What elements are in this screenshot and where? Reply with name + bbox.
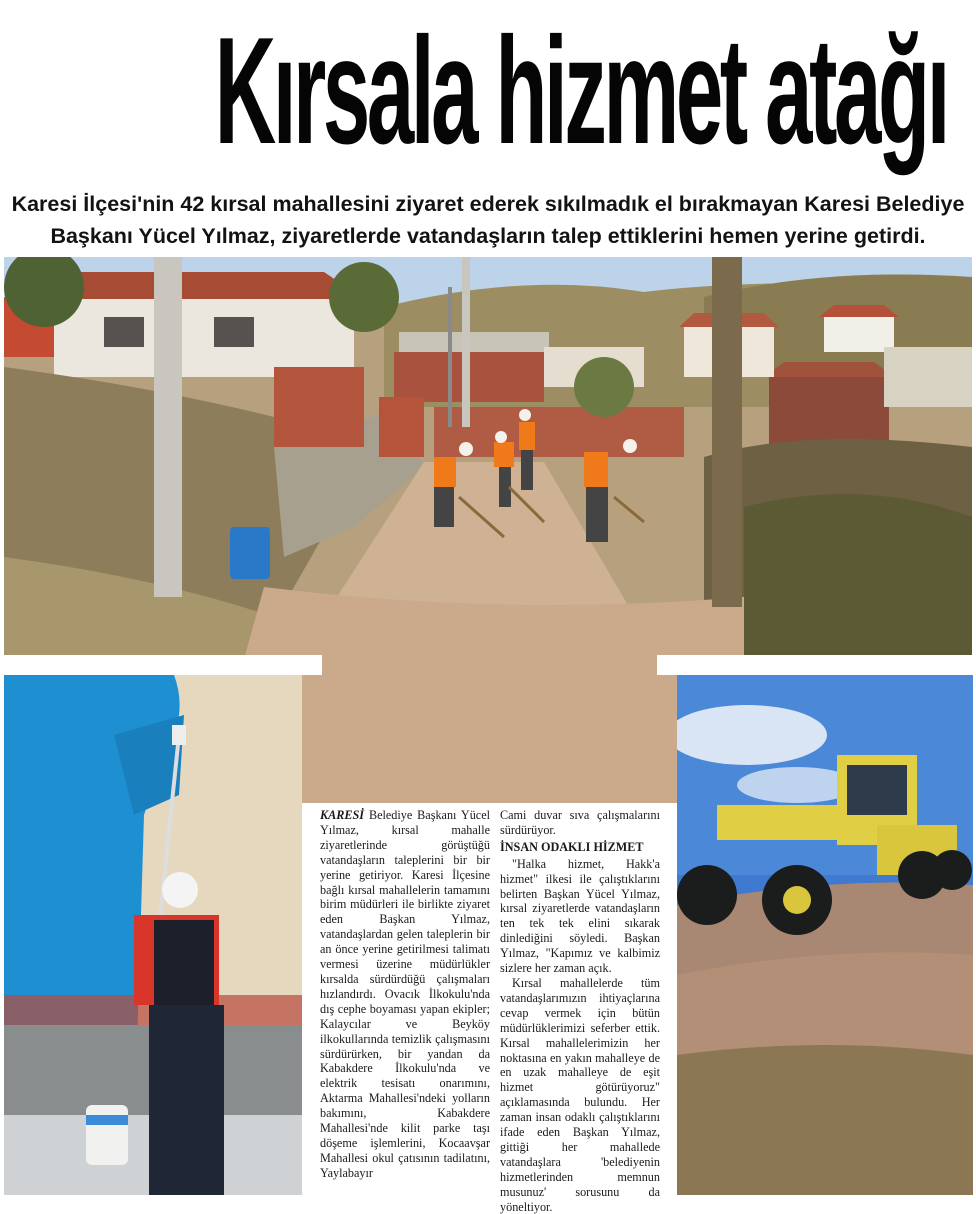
deck: Karesi İlçesi'nin 42 kırsal mahallesini ziyaret ederek sıkılmadık el bırakmayan Karesi Belediye Başkanı Yücel Yılmaz, ziyaretlerde vatandaşların talep ettiklerini hemen yerine getirdi. <box>11 192 965 248</box>
subheading: İNSAN ODAKLI HİZMET <box>500 839 644 854</box>
lead-word: KARESİ <box>320 808 365 822</box>
article-paragraph-1 <box>320 808 490 1181</box>
article-body-1: Belediye Başkanı Yücel Yılmaz, kırsal mahalle ziyaretlerinde görüştüğü vatandaşların taleplerini bir bir yerine getiriyor. Karesi İlçesine bağlı kırsal mahallelerin tamamını birim müdürleri ile birlikte ziyaret eden Başkan Yılmaz, vatandaşlardan gelen taleplerin bir an önce yerine getirilmesi talimatı vermesi üzerine müdürlükler kırsalda sürdürdüğü çalışmaları hızlandırdı. Ovacık İlkokulu'nda dış cephe boyaması yapan ekipler; Kalaycılar ve Beyköy ilkokullarında temizlik çalışmasını sürdürürken, bir yandan da Kabakdere İlkokulu'nda ve elektrik tesisatı onarımını, Aktarma Mahallesi'ndeki yolların bakımını, Kabakdere Mahallesi'nde kilit parke taşı döşeme işlemlerini, Kocaavşar Mahallesi okul çatısının tadilatını, Yaylabayır <box>320 808 490 1180</box>
article-paragraph-2: "Halka hizmet, Hakk'a hizmet" ilkesi ile çalıştıklarını belirten Başkan Yücel Yılmaz, kırsal ziyaretlerde vatandaşların ten tek tek elini sıkarak dinlediğini söyledi. Başkan Yılmaz, "Kapımız ve kalbimiz sizlere her zaman açık. <box>500 856 660 976</box>
photo-wall-painting <box>4 675 302 1195</box>
photo-road-grader <box>677 675 973 1195</box>
photo-gap-right <box>657 655 976 675</box>
article-continuation: Cami duvar sıva çalışmalarını sürdürüyor. <box>500 808 660 837</box>
article-paragraph-3: Kırsal mahallelerde tüm vatandaşlarımızın ihtiyaçlarına cevap vermek için bütün müdürlüklerimizi seferber ettik. Kırsal mahallelerimizin her noktasına en yakın mahalleye de en uzak mahalleye de eşit hizmet götürüyoruz" açıklamasında bulundu. Her zaman insan odaklı çalıştıklarını ifade eden Başkan Yılmaz, gittiği her mahallede vatandaşlara 'belediyenin hizmetlerinden memnun musunuz' sorusunu da yöneltiyor. <box>500 975 660 1214</box>
photo-gap-left <box>4 655 322 675</box>
article-column-2 <box>500 808 660 1214</box>
headline: Kırsala hizmet atağı <box>214 6 947 176</box>
article-column-1 <box>320 808 490 1181</box>
